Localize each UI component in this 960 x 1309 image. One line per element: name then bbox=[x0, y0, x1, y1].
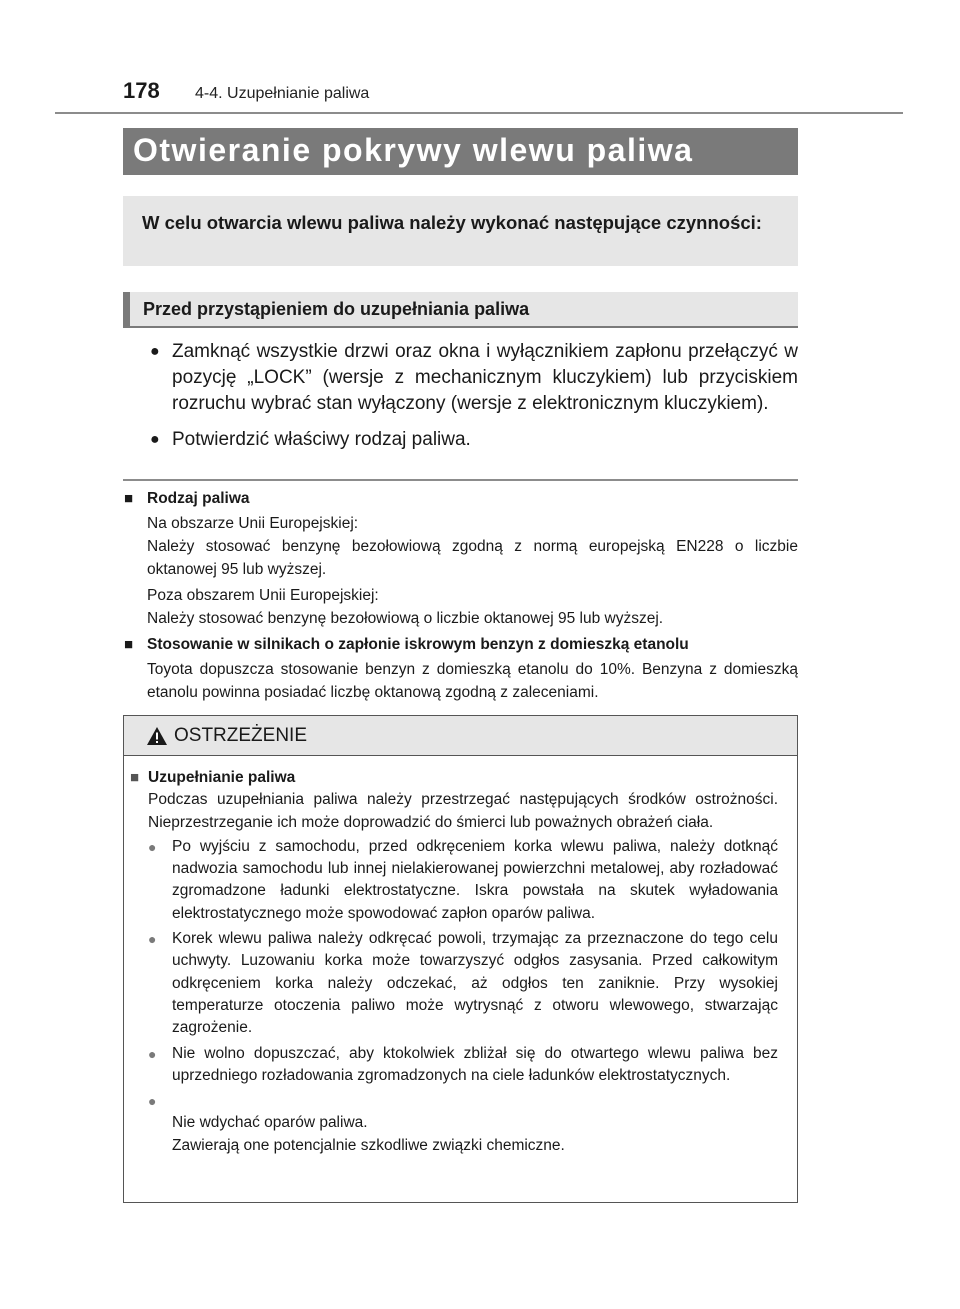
note-heading bbox=[124, 487, 798, 510]
list-item bbox=[130, 1090, 778, 1157]
page-title: Otwieranie pokrywy wlewu paliwa bbox=[133, 132, 694, 168]
warning-header bbox=[124, 716, 797, 756]
warning-item-text: Po wyjściu z samochodu, przed odkręceniem korka wlewu paliwa, należy dotknąć nadwozia samochodu lub innej nielakierowanej powierzchni metalowej, aby rozładować zgromadzone ładunki elektrostatyczne. Iskra powstała na skutek wyładowania elektrostatycznego może spowodować zapłon oparów paliwa. bbox=[172, 837, 778, 922]
step-list bbox=[150, 339, 798, 463]
note-heading-text: Stosowanie w silnikach o zapłonie iskrowym benzyn z domieszką etanolu bbox=[147, 636, 689, 653]
warning-item-text: Nie wdychać oparów paliwa. Zawierają one potencjalnie szkodliwe związki chemiczne. bbox=[172, 1114, 565, 1154]
warning-intro: Podczas uzupełniania paliwa należy przestrzegać następujących środków ostrożności. Nieprzestrzeganie ich może doprowadzić do śmierci lub poważnych obrażeń ciała. bbox=[148, 791, 778, 831]
bullet-icon: ● bbox=[150, 431, 160, 448]
intro-box bbox=[123, 196, 798, 266]
list-item bbox=[150, 339, 798, 417]
warning-body bbox=[130, 767, 778, 1160]
list-item bbox=[130, 836, 778, 925]
list-item bbox=[130, 928, 778, 1039]
bullet-icon: ● bbox=[148, 1093, 157, 1110]
warning-heading-text: Uzupełnianie paliwa bbox=[148, 769, 296, 786]
step-text: Potwierdzić właściwy rodzaj paliwa. bbox=[172, 429, 471, 450]
warning-box bbox=[123, 715, 798, 1203]
section-title: 4-4. Uzupełnianie paliwa bbox=[195, 85, 370, 102]
square-bullet-icon: ■ bbox=[130, 769, 140, 786]
note-heading bbox=[124, 633, 798, 656]
square-bullet-icon: ■ bbox=[124, 490, 134, 507]
header-divider bbox=[55, 112, 903, 114]
note-paragraph: Toyota dopuszcza stosowanie benzyn z domieszką etanolu do 10%. Benzyna z domieszką etanolu powinna posiadać liczbę oktanową zgodną z zaleceniami. bbox=[147, 661, 798, 701]
note-heading-text: Rodzaj paliwa bbox=[147, 490, 250, 507]
square-bullet-icon: ■ bbox=[124, 636, 134, 653]
bullet-icon: ● bbox=[150, 343, 160, 360]
list-item bbox=[130, 1043, 778, 1088]
section-divider bbox=[123, 479, 798, 481]
step-text: Zamknąć wszystkie drzwi oraz okna i wyłącznikiem zapłonu przełączyć w pozycję „LOCK” (wersje z mechanicznym kluczykiem) lub przyciskiem rozruchu wybrać stan wyłączony (wersje z elektronicznym kluczykiem). bbox=[172, 341, 798, 414]
intro-text: W celu otwarcia wlewu paliwa należy wykonać następujące czynności: bbox=[142, 212, 762, 233]
subsection-bar bbox=[123, 292, 798, 328]
bullet-icon: ● bbox=[148, 1045, 157, 1062]
note-paragraph: Na obszarze Unii Europejskiej: Należy stosować benzynę bezołowiową zgodną z normą europejską EN228 o liczbie oktanowej 95 lub wyższej. bbox=[147, 515, 798, 578]
subsection-title: Przed przystąpieniem do uzupełniania paliwa bbox=[143, 299, 530, 319]
page-number: 178 bbox=[123, 78, 160, 103]
warning-heading bbox=[130, 767, 778, 789]
warning-item-text: Nie wolno dopuszczać, aby ktokolwiek zbliżał się do otwartego wlewu paliwa bez uprzedniego rozładowania zgromadzonych na ciele ładunków elektrostatycznych. bbox=[172, 1044, 778, 1084]
bullet-icon: ● bbox=[148, 838, 157, 855]
page-header bbox=[123, 78, 369, 104]
list-item bbox=[150, 427, 798, 453]
notes-section bbox=[124, 487, 798, 707]
note-paragraph: Poza obszarem Unii Europejskiej: Należy stosować benzynę bezołowiową o liczbie oktanowej 95 lub wyższej. bbox=[147, 587, 664, 627]
warning-label: OSTRZEŻENIE bbox=[174, 725, 308, 746]
subsection-accent bbox=[123, 292, 130, 326]
page-title-bar bbox=[123, 128, 798, 175]
bullet-icon: ● bbox=[148, 931, 157, 948]
warning-item-text: Korek wlewu paliwa należy odkręcać powoli, trzymając za przeznaczone do tego celu uchwyty. Luzowaniu korka może towarzyszyć odgłos zasysania. Przed całkowitym odkręceniem korka należy odczekać, aż odgłos ten zaniknie. Przy wysokiej temperaturze otoczenia paliwo może wytrysnąć z otworu wlewowego, stwarzając zagrożenie. bbox=[172, 930, 778, 1037]
warning-triangle-icon bbox=[146, 726, 168, 751]
